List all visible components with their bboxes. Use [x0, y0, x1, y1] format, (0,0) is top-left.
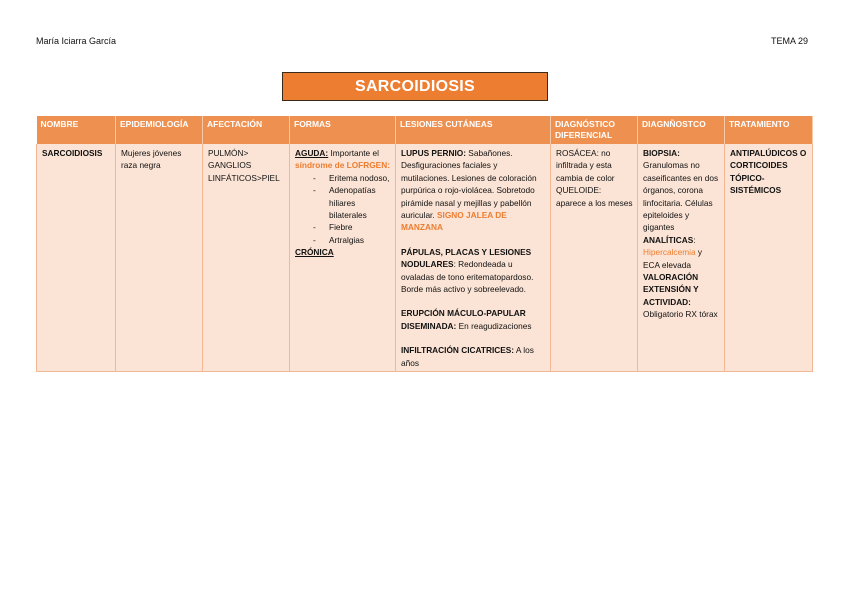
- list-item: - Artralgias: [295, 234, 391, 246]
- page-title: SARCOIDIOSIS: [354, 77, 476, 95]
- column-header: NOMBRE: [37, 116, 116, 144]
- topic-label: TEMA 29: [770, 36, 808, 46]
- papulas-text: : Redondeada u ovaladas de tono eritematopardoso. Borde más activo y sobreelevado.: [401, 259, 534, 295]
- column-header: LESIONES CUTÁNEAS: [396, 116, 551, 144]
- list-item: - Adenopatías hiliares bilaterales: [295, 184, 391, 221]
- column-header: FORMAS: [290, 116, 396, 144]
- column-header: DIAGNÑOSTCO: [638, 116, 725, 144]
- aguda-text: Importante el: [328, 148, 379, 158]
- lupus-label: LUPUS PERNIO:: [401, 148, 466, 158]
- author-name: María Iciarra García: [36, 36, 117, 46]
- cronica-label: CRÓNICA: [295, 247, 334, 258]
- infiltracion-label: INFILTRACIÓN CICATRICES:: [401, 345, 515, 356]
- affected-organs-text: PULMÓN> GANGLIOS LINFÁTICOS>PIEL: [208, 148, 280, 183]
- erupcion-label: ERUPCIÓN MÁCULO-PAPULAR DISEMINADA:: [401, 308, 526, 331]
- epidemiology-text: Mujeres jóvenes raza negra: [121, 148, 182, 171]
- list-item: - Fiebre: [295, 221, 391, 233]
- infiltracion-text: A los años: [401, 345, 534, 368]
- differential-text: ROSÁCEA: no infiltrada y esta cambia de color QUELOIDE: aparece a los meses: [556, 148, 633, 208]
- column-header: EPIDEMIOLOGÍA: [116, 116, 203, 144]
- colon: :: [693, 234, 696, 245]
- cell-lesiones: [396, 144, 551, 372]
- valoracion-label: VALORACIÓN EXTENSIÓN Y ACTIVIDAD:: [643, 272, 699, 307]
- disease-name: SARCOIDIOSIS: [42, 148, 103, 158]
- valoracion-text: Obligatorio RX tórax: [643, 309, 718, 320]
- cell-diagnostico: [638, 144, 725, 372]
- list-item: - Eritema nodoso,: [295, 172, 391, 184]
- cell-tratamiento: [725, 144, 813, 372]
- cell-afectacion: [203, 144, 290, 372]
- cell-diferencial: [551, 144, 638, 372]
- biopsia-label: BIOPSIA:: [643, 148, 680, 158]
- biopsia-text: Granulomas no caseificantes en dos órganos, corona linfocitaria. Células epiteloides y gigantes: [643, 160, 719, 233]
- table-header-row: [37, 116, 813, 144]
- cell-epidemiologia: [116, 144, 203, 372]
- title-banner: [282, 72, 548, 101]
- column-header: TRATAMIENTO: [725, 116, 813, 144]
- treatment-text: ANTIPALÚDICOS O CORTICOIDES TÓPICO-SISTÉMICOS: [730, 148, 807, 196]
- hipercalcemia: Hipercalcemia: [643, 247, 696, 258]
- analiticas-text: y ECA elevada: [643, 247, 703, 270]
- lofgren-syndrome: síndrome de LOFRGEN:: [295, 160, 390, 171]
- aguda-symptoms-list: [295, 172, 391, 246]
- lupus-text: Sabañones. Desfiguraciones faciales y mutilaciones. Lesiones de coloración purpúrica o rojo-violácea. Sobretodo pirámide nasal y mejillas y pabellón auricular.: [401, 148, 537, 221]
- erupcion-text: En reagudizaciones: [456, 320, 532, 331]
- sarcoidosis-table: [36, 116, 813, 372]
- column-header: DIAGNÓSTICO DIFERENCIAL: [551, 116, 638, 144]
- cell-nombre: [37, 144, 116, 372]
- aguda-label: AGUDA:: [295, 148, 329, 158]
- papulas-label: PÁPULAS, PLACAS Y LESIONES NODULARES: [401, 246, 532, 270]
- column-header: AFECTACIÓN: [203, 116, 290, 144]
- cell-formas: [290, 144, 396, 372]
- table-row: [37, 144, 813, 372]
- jalea-sign: SIGNO JALEA DE MANZANA: [401, 210, 507, 233]
- analiticas-label: ANALÍTICAS: [643, 234, 694, 245]
